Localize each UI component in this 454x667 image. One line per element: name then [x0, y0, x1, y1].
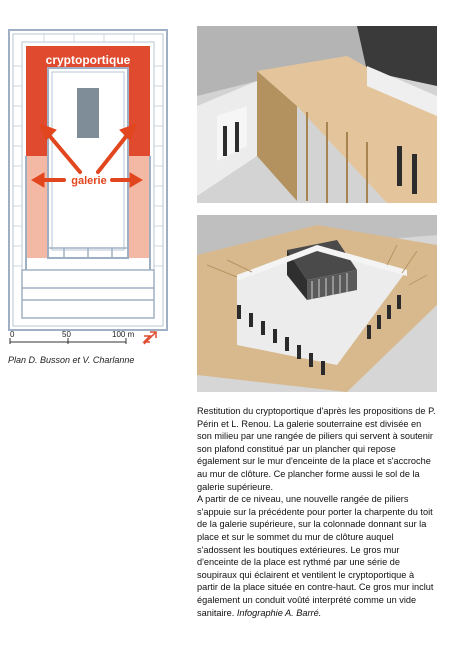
description-paragraph-2 [197, 493, 437, 619]
galerie-zone-right [128, 156, 150, 258]
plan-caption: Plan D. Busson et V. Charlanne [8, 355, 135, 365]
description-text [197, 405, 437, 619]
north-arrow-icon [144, 332, 156, 344]
scale-tick-50: 50 [62, 330, 71, 339]
description-paragraph-2-text: A partir de ce niveau, une nouvelle rangée de piliers s'appuie sur la précédente pour porter la charpente du toit de la galerie supérieure, sur la colonnade donnant sur la place et sur le sommet du mur de clôture auquel s'adossent les boutiques extérieures. Le gros mur d'enceinte de la place est rythmé par une série de soupiraux qui éclairent et ventilent le cryptoportique à partir de la place située en contre-haut. Ce gros mur inclut également un conduit voûté interprété comme un vide sanitaire. [197, 494, 434, 618]
cryptoportique-label: cryptoportique [45, 53, 131, 67]
galerie-zone-left [26, 156, 48, 258]
scale-bar [10, 330, 135, 344]
infographie-credit: Infographie A. Barré. [236, 607, 322, 618]
scale-tick-100: 100 m [112, 330, 135, 339]
galerie-label: galerie [71, 175, 107, 187]
site-plan [4, 26, 174, 350]
temple-block [77, 88, 99, 138]
scale-tick-0: 0 [10, 330, 15, 339]
plan-drawing [4, 26, 174, 350]
reconstruction-render-aerial [197, 215, 437, 392]
description-paragraph-1: Restitution du cryptoportique d'après les propositions de P. Périn et L. Renou. La galerie souterraine est divisée en son milieu par une rangée de piliers qui servent à soutenir son plafond constitué par un plancher qui repose également sur le mur d'enceinte de la place et s'accroche au mur de clôture. Ce plancher forme aussi le sol de la galerie supérieure. [197, 406, 436, 492]
reconstruction-render-top [197, 26, 437, 203]
